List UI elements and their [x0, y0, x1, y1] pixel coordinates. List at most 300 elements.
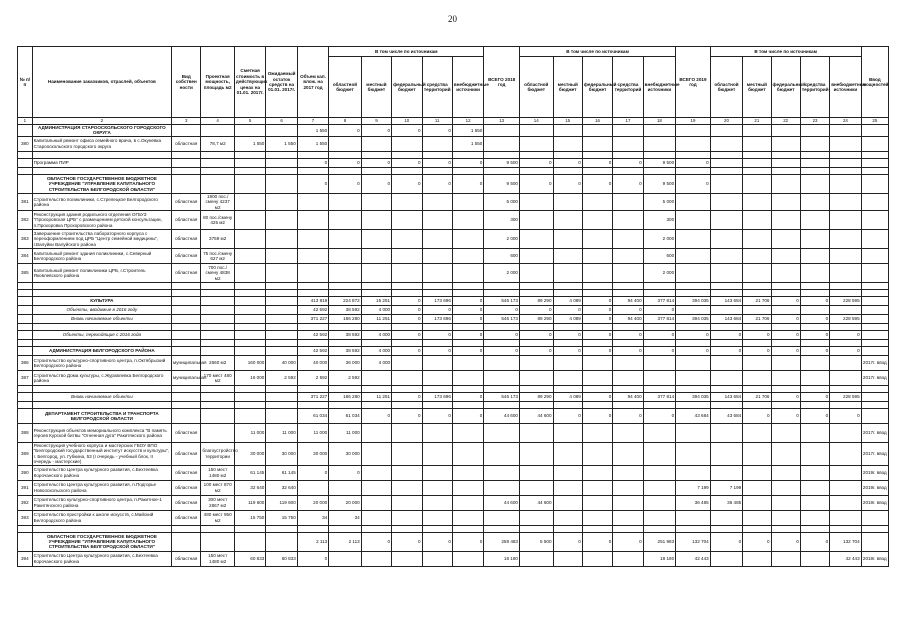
value-cell: 0 — [452, 532, 483, 551]
ownership-cell: муниципальная — [172, 356, 201, 371]
value-cell — [582, 424, 612, 443]
value-cell — [830, 230, 861, 249]
value-cell: 42 592 — [297, 347, 328, 356]
value-cell — [800, 306, 829, 315]
value-cell — [676, 324, 711, 331]
src-regional-2019: областной бюджет — [710, 57, 742, 118]
column-number: 1 — [18, 118, 33, 125]
table-row — [18, 297, 889, 306]
value-cell — [361, 386, 391, 393]
capacity-cell: 3759 м2 — [201, 230, 235, 249]
value-cell — [519, 510, 553, 525]
value-cell — [452, 290, 483, 297]
value-cell — [710, 424, 742, 443]
value-cell — [830, 340, 861, 347]
value-cell: 160 000 — [234, 356, 265, 371]
value-cell: 11 251 — [361, 393, 391, 402]
value-cell — [329, 136, 361, 151]
value-cell: 413 819 — [297, 297, 328, 306]
value-cell — [771, 174, 800, 193]
table-row — [18, 393, 889, 402]
value-cell: 30 000 — [234, 443, 265, 466]
value-cell — [643, 510, 676, 525]
value-cell — [297, 283, 328, 290]
table-row — [18, 264, 889, 283]
object-name-cell: ОБЛАСТНОЕ ГОСУДАРСТВЕННОЕ БЮДЖЕТНОЕ УЧРЕЖДЕНИЕ "УПРАВЛЕНИЕ КАПИТАЛЬНОГО СТРОИТЕЛЬСТВА БЕЛГОРОДСКОЙ ОБЛАСТИ" — [32, 532, 171, 551]
value-cell — [582, 340, 612, 347]
value-cell — [452, 340, 483, 347]
value-cell — [266, 306, 297, 315]
value-cell: 0 — [613, 158, 643, 167]
value-cell — [266, 347, 297, 356]
value-cell: 371 227 — [297, 315, 328, 324]
value-cell — [771, 386, 800, 393]
column-number: 24 — [830, 118, 861, 125]
value-cell — [297, 230, 328, 249]
value-cell — [452, 356, 483, 371]
value-cell — [582, 249, 612, 264]
ownership-cell — [172, 525, 201, 532]
value-cell: 5 500 — [519, 532, 553, 551]
capacity-input-cell — [861, 193, 888, 210]
value-cell — [422, 151, 452, 158]
value-cell: 0 — [582, 409, 612, 424]
value-cell: 0 — [643, 347, 676, 356]
value-cell — [771, 249, 800, 264]
value-cell — [329, 193, 361, 210]
capacity-input-cell — [861, 167, 888, 174]
value-cell — [771, 125, 800, 137]
value-cell: 0 — [422, 409, 452, 424]
value-cell: 186 280 — [329, 393, 361, 402]
value-cell — [422, 290, 452, 297]
value-cell — [771, 495, 800, 510]
value-cell — [613, 510, 643, 525]
value-cell — [830, 386, 861, 393]
value-cell: 300 — [484, 211, 520, 230]
value-cell — [392, 356, 422, 371]
value-cell — [582, 480, 612, 495]
value-cell: 0 — [452, 315, 483, 324]
value-cell: 38 592 — [329, 347, 361, 356]
value-cell: 394 035 — [676, 297, 711, 306]
value-cell — [519, 290, 553, 297]
table-row — [18, 125, 889, 137]
value-cell: 0 — [553, 158, 582, 167]
src-local-2019: местный бюджет — [743, 57, 771, 118]
object-name-cell: Строительство культурно-спортивного центра, п.Октябрьский Белгородского района — [32, 356, 171, 371]
src-federal-2017: федеральный бюджет — [392, 57, 422, 118]
value-cell — [643, 324, 676, 331]
value-cell — [266, 525, 297, 532]
capacity-cell: 1900 пос./смену 4237 м2 — [201, 193, 235, 210]
value-cell — [361, 340, 391, 347]
value-cell — [519, 402, 553, 409]
value-cell — [771, 324, 800, 331]
object-name-cell: Строительство Центра культурного развития, с.Бехтеевка Корочанского района — [32, 465, 171, 480]
value-cell: 0 — [452, 409, 483, 424]
value-cell — [422, 136, 452, 151]
value-cell — [234, 283, 265, 290]
value-cell: 18 180 — [643, 551, 676, 566]
value-cell — [392, 510, 422, 525]
value-cell: 0 — [422, 532, 452, 551]
value-cell — [452, 230, 483, 249]
value-cell — [361, 465, 391, 480]
value-cell: 0 — [297, 551, 328, 566]
value-cell: 2 000 — [484, 264, 520, 283]
value-cell — [553, 136, 582, 151]
value-cell — [361, 290, 391, 297]
capacity-input-cell — [861, 249, 888, 264]
value-cell — [484, 510, 520, 525]
src-federal-2019: федеральный бюджет — [771, 57, 800, 118]
value-cell — [800, 158, 829, 167]
value-cell: 89 290 — [519, 297, 553, 306]
capacity-input-cell — [861, 347, 888, 356]
value-cell: 0 — [710, 331, 742, 340]
table-row — [18, 249, 889, 264]
capacity-cell — [201, 306, 235, 315]
value-cell — [553, 193, 582, 210]
row-number-cell: 391 — [18, 480, 33, 495]
value-cell — [800, 424, 829, 443]
value-cell — [800, 211, 829, 230]
value-cell — [743, 211, 771, 230]
table-row — [18, 532, 889, 551]
row-number-cell — [18, 525, 33, 532]
capacity-cell — [201, 386, 235, 393]
capacity-cell: 100 мест 870 м2 — [201, 480, 235, 495]
capacity-input-cell — [861, 125, 888, 137]
value-cell — [743, 290, 771, 297]
row-number-cell: 382 — [18, 211, 33, 230]
object-name-cell: Капитальный ремонт здания поликлиники, с.Северный Белгородского района — [32, 249, 171, 264]
value-cell — [710, 193, 742, 210]
value-cell — [710, 306, 742, 315]
value-cell — [519, 193, 553, 210]
row-number-cell: 385 — [18, 264, 33, 283]
src-territory-2017: средства территорий — [422, 57, 452, 118]
capacity-input-cell: 2019г. ввод — [861, 465, 888, 480]
value-cell — [800, 386, 829, 393]
object-name-cell: Реконструкция объектов мемориального комплекса "В память героев Курской битвы "Огненная дуга" Ракитянского района — [32, 424, 171, 443]
value-cell — [743, 480, 771, 495]
value-cell — [743, 167, 771, 174]
value-cell: 0 — [582, 347, 612, 356]
value-cell: 0 — [392, 174, 422, 193]
value-cell: 0 — [553, 174, 582, 193]
value-cell — [710, 230, 742, 249]
value-cell — [234, 402, 265, 409]
value-cell — [613, 324, 643, 331]
value-cell — [643, 424, 676, 443]
table-row — [18, 193, 889, 210]
value-cell: 30 000 — [297, 443, 328, 466]
value-cell — [830, 443, 861, 466]
value-cell — [519, 324, 553, 331]
value-cell: 0 — [771, 315, 800, 324]
capacity-cell — [201, 290, 235, 297]
value-cell — [743, 249, 771, 264]
column-numbers-row — [18, 118, 889, 125]
value-cell — [676, 356, 711, 371]
capacity-cell — [201, 424, 235, 443]
src-territory-2019: средства территорий — [800, 57, 829, 118]
value-cell: 0 — [710, 532, 742, 551]
value-cell: 42 592 — [297, 331, 328, 340]
value-cell: 40 000 — [297, 356, 328, 371]
column-number: 18 — [643, 118, 676, 125]
value-cell — [710, 386, 742, 393]
table-row — [18, 167, 889, 174]
value-cell — [613, 371, 643, 386]
value-cell — [582, 193, 612, 210]
value-cell — [297, 480, 328, 495]
value-cell — [710, 324, 742, 331]
value-cell — [452, 510, 483, 525]
value-cell — [553, 371, 582, 386]
value-cell — [553, 230, 582, 249]
value-cell — [361, 424, 391, 443]
value-cell — [452, 386, 483, 393]
value-cell — [234, 324, 265, 331]
value-cell — [266, 297, 297, 306]
value-cell — [613, 211, 643, 230]
value-cell — [452, 249, 483, 264]
ownership-cell — [172, 386, 201, 393]
value-cell — [613, 340, 643, 347]
value-cell: 0 — [613, 306, 643, 315]
row-number-cell — [18, 125, 33, 137]
value-cell — [743, 283, 771, 290]
capacity-cell — [201, 402, 235, 409]
value-cell — [676, 402, 711, 409]
row-number-cell — [18, 283, 33, 290]
src-federal-2018: федеральный бюджет — [582, 57, 612, 118]
value-cell: 132 704 — [676, 532, 711, 551]
value-cell — [710, 356, 742, 371]
object-name-cell: ДЕПАРТАМЕНТ СТРОИТЕЛЬСТВА И ТРАНСПОРТА БЕЛГОРОДСКОЙ ОБЛАСТИ — [32, 409, 171, 424]
ownership-cell — [172, 402, 201, 409]
ownership-cell — [172, 297, 201, 306]
capacity-input-cell — [861, 211, 888, 230]
value-cell: 0 — [643, 331, 676, 340]
column-number: 13 — [484, 118, 520, 125]
capacity-input-cell — [861, 331, 888, 340]
value-cell: 119 600 — [234, 495, 265, 510]
value-cell — [830, 193, 861, 210]
value-cell — [643, 167, 676, 174]
value-cell: 0 — [392, 297, 422, 306]
value-cell: 36 000 — [329, 356, 361, 371]
value-cell: 1 550 — [297, 125, 328, 137]
capacity-cell — [201, 151, 235, 158]
ownership-cell — [172, 174, 201, 193]
value-cell — [361, 495, 391, 510]
value-cell — [582, 510, 612, 525]
value-cell — [800, 264, 829, 283]
value-cell — [613, 125, 643, 137]
value-cell: 0 — [771, 393, 800, 402]
capacity-cell: 75 пос./смену 627 м2 — [201, 249, 235, 264]
value-cell — [743, 386, 771, 393]
value-cell — [743, 306, 771, 315]
value-cell — [613, 465, 643, 480]
ownership-cell: областная — [172, 424, 201, 443]
value-cell — [519, 371, 553, 386]
value-cell — [676, 125, 711, 137]
value-cell: 377 814 — [643, 297, 676, 306]
row-number-cell — [18, 347, 33, 356]
value-cell — [519, 551, 553, 566]
value-cell — [234, 347, 265, 356]
value-cell: 43 684 — [676, 409, 711, 424]
value-cell — [771, 167, 800, 174]
value-cell — [676, 151, 711, 158]
value-cell — [361, 151, 391, 158]
value-cell — [519, 283, 553, 290]
value-cell: 0 — [743, 409, 771, 424]
row-number-cell: 392 — [18, 495, 33, 510]
capacity-cell: 300 мест 2867 м2 — [201, 495, 235, 510]
ownership-cell — [172, 283, 201, 290]
value-cell: 0 — [800, 532, 829, 551]
value-cell: 4 000 — [361, 356, 391, 371]
value-cell: 0 — [582, 393, 612, 402]
value-cell — [422, 510, 452, 525]
value-cell — [329, 525, 361, 532]
value-cell — [519, 525, 553, 532]
value-cell — [392, 324, 422, 331]
value-cell — [234, 315, 265, 324]
value-cell — [484, 324, 520, 331]
value-cell — [266, 283, 297, 290]
value-cell: 0 — [392, 347, 422, 356]
value-cell — [553, 151, 582, 158]
value-cell — [519, 480, 553, 495]
value-cell — [710, 125, 742, 137]
value-cell: 2 000 — [484, 230, 520, 249]
value-cell: 251 983 — [643, 532, 676, 551]
value-cell — [743, 158, 771, 167]
capacity-input-cell — [861, 290, 888, 297]
value-cell: 61 145 — [234, 465, 265, 480]
value-cell — [484, 480, 520, 495]
object-name-cell — [32, 283, 171, 290]
col-total-2019: ВСЕГО 2019 год — [676, 47, 711, 118]
value-cell — [582, 386, 612, 393]
value-cell — [234, 174, 265, 193]
value-cell: 0 — [830, 347, 861, 356]
value-cell — [484, 167, 520, 174]
object-name-cell — [32, 402, 171, 409]
value-cell — [519, 386, 553, 393]
value-cell — [771, 371, 800, 386]
value-cell: 0 — [582, 532, 612, 551]
value-cell: 173 696 — [422, 393, 452, 402]
row-number-cell — [18, 297, 33, 306]
value-cell: 30 000 — [266, 443, 297, 466]
value-cell — [800, 551, 829, 566]
value-cell — [329, 249, 361, 264]
value-cell — [613, 424, 643, 443]
value-cell — [830, 465, 861, 480]
value-cell: 1 550 — [297, 136, 328, 151]
value-cell — [234, 230, 265, 249]
ownership-cell: областная — [172, 211, 201, 230]
object-name-cell: Капитальный ремонт офиса семейного врача, в с.Окуневка Старооскольского городского округа — [32, 136, 171, 151]
value-cell — [392, 249, 422, 264]
capacity-cell — [201, 324, 235, 331]
value-cell: 30 000 — [329, 443, 361, 466]
table-row — [18, 525, 889, 532]
value-cell — [582, 230, 612, 249]
value-cell — [553, 324, 582, 331]
value-cell — [830, 306, 861, 315]
value-cell: 0 — [519, 174, 553, 193]
value-cell — [582, 525, 612, 532]
row-number-cell — [18, 174, 33, 193]
table-row — [18, 230, 889, 249]
value-cell: 0 — [392, 409, 422, 424]
value-cell — [329, 324, 361, 331]
value-cell — [613, 283, 643, 290]
value-cell: 89 290 — [519, 393, 553, 402]
row-number-cell: 394 — [18, 551, 33, 566]
value-cell: 20 000 — [329, 495, 361, 510]
value-cell — [676, 424, 711, 443]
value-cell — [234, 290, 265, 297]
value-cell — [266, 167, 297, 174]
value-cell: 1 550 — [234, 136, 265, 151]
row-number-cell — [18, 290, 33, 297]
value-cell — [392, 211, 422, 230]
row-number-cell — [18, 402, 33, 409]
table-row — [18, 136, 889, 151]
table-row — [18, 211, 889, 230]
capacity-input-cell — [861, 532, 888, 551]
value-cell — [830, 158, 861, 167]
value-cell — [743, 193, 771, 210]
value-cell: 44 600 — [484, 495, 520, 510]
ownership-cell: областная — [172, 193, 201, 210]
capacity-cell: 480 мест 950 м2 — [201, 510, 235, 525]
value-cell — [676, 443, 711, 466]
value-cell — [392, 443, 422, 466]
capacity-input-cell — [861, 174, 888, 193]
ownership-cell — [172, 158, 201, 167]
value-cell — [553, 424, 582, 443]
table-row — [18, 315, 889, 324]
ownership-cell: областная — [172, 510, 201, 525]
value-cell — [743, 340, 771, 347]
value-cell — [676, 230, 711, 249]
value-cell — [676, 290, 711, 297]
value-cell — [643, 443, 676, 466]
value-cell: 224 872 — [329, 297, 361, 306]
value-cell — [800, 290, 829, 297]
table-row — [18, 158, 889, 167]
value-cell — [553, 386, 582, 393]
value-cell — [422, 424, 452, 443]
value-cell: 0 — [553, 331, 582, 340]
value-cell — [710, 264, 742, 283]
value-cell — [422, 386, 452, 393]
value-cell: 546 173 — [484, 393, 520, 402]
object-name-cell — [32, 525, 171, 532]
value-cell — [582, 125, 612, 137]
